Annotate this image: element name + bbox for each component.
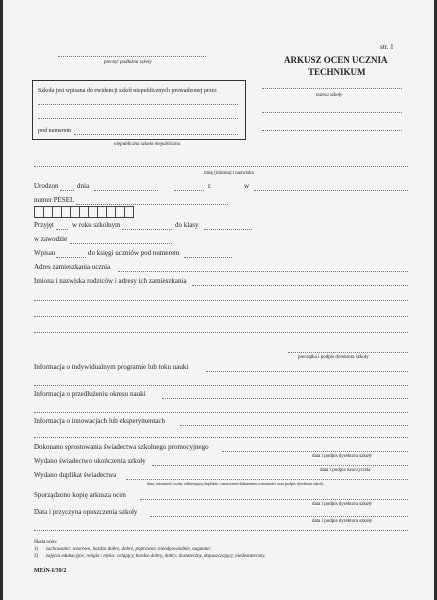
birthplace-line [254,190,408,191]
innovations-line-1 [180,425,408,426]
leaving-line [150,516,408,517]
grading-item1-number: 1) [34,547,39,552]
class-line [204,229,252,230]
form-code: MEiN-I/39/2 [34,568,67,574]
to-class-label: do klasy [175,221,199,229]
registry-number-text: do księgi uczniów pod numerem [88,249,180,257]
extension-label: Informacja o przedłużeniu okresu nauki [34,390,146,398]
grading-item2: zajęcia edukacyjne, religia / etyka: celujący, bardzo dobry, dobry, dostateczny, dopuszczający, niedostateczny. [46,554,266,559]
copy-label: Sporządzono kopię arkusza ocen [34,491,126,499]
school-year-line [122,229,172,230]
director-signature-line [288,352,408,353]
address-line [118,271,408,272]
school-name-line-3 [262,130,402,131]
leaving-line-2 [34,530,408,531]
parents-line-2 [34,300,408,301]
birth-day-line [94,190,158,191]
admitted-suffix-line [56,229,68,230]
leaving-caption: data i podpis dyrektora szkoły [312,519,373,524]
duplicate-line [126,479,408,480]
admitted-label: Przyjęt [34,221,54,229]
copy-line [140,499,408,500]
entry-label: Wpisan [34,249,56,257]
student-name-caption: imię (imiona) i nazwisko [204,171,255,176]
birthplace-label: w [244,182,250,190]
school-name-caption: nazwa szkoły [316,93,343,98]
birth-year-line [174,190,204,191]
duplicate-caption: data, tożsamość osoby odbierającej duplikat i oznaczenie dokumentu tożsamości oraz podpis dyrektora szkoły [147,481,324,486]
student-name-line [34,166,408,167]
stamp-caption: pieczęć podłużna szkoły [104,60,152,65]
entry-suffix-line [56,257,86,258]
graduation-label: Wydano świadectwo ukończenia szkoły [34,457,146,465]
profession-label: w zawodzie [34,235,68,243]
registry-line-1 [38,104,238,105]
stamp-line [58,56,206,57]
registry-line-2 [38,118,238,119]
scan-edge-left [0,0,3,600]
pesel-label: numer PESEL [34,196,75,204]
form-title: ARKUSZ OCEN UCZNIA [284,55,388,65]
grading-scale-title: Skala ocen: [34,540,58,545]
school-name-line-2 [262,112,402,113]
parents-line-3 [34,316,408,317]
registry-text: Szkoła jest wpisana do ewidencji szkół niepublicznych prowadzonej przez [38,88,217,94]
individual-program-label: Informacja o indywidualnym programie lub toku nauki [34,363,189,371]
born-suffix-line [60,190,74,191]
registry-number-label: pod numerem [38,128,72,134]
born-label: Urodzon [34,182,59,190]
leaving-label: Data i przyczyna opuszczenia szkoły [34,508,138,516]
pesel-line [76,204,228,205]
grading-item1: zachowanie: wzorowe, bardzo dobre, dobre, poprawne, nieodpowiednie, naganne; [46,547,212,552]
profession-line [70,243,172,244]
extension-line-2 [34,412,408,413]
correction-line [222,451,408,452]
school-year-label: w roku szkolnym [72,221,121,229]
parents-line-4 [34,332,408,333]
book-number-line [184,257,232,258]
innovations-label: Informacja o innowacjach lub eksperymentach [34,417,166,425]
form-subtitle: TECHNIKUM [308,67,366,77]
parents-line-1 [192,285,408,286]
year-label: r. [208,182,212,190]
registry-caption: niepubliczna szkoła niepubliczna [114,142,181,147]
correction-caption: data i podpis dyrektora szkoły [312,454,373,459]
parents-label: Imiona i nazwiska rodziców i adresy ich zamieszkania [34,277,187,285]
registry-number-line [74,134,238,135]
copy-caption: data i podpis dyrektora szkoły [312,502,373,507]
duplicate-label: Wydano duplikat świadectwa [34,471,117,479]
school-name-line [262,88,402,89]
individual-program-line-2 [34,385,408,386]
individual-program-line-1 [206,371,408,372]
extension-line-1 [162,398,408,399]
day-label: dnia [77,182,90,190]
correction-label: Dokonano sprostowania świadectwa szkolnego promocyjnego [34,443,209,451]
address-label: Adres zamieszkania ucznia [34,263,111,271]
innovations-line-2 [34,437,408,438]
grading-item2-number: 2) [34,554,39,559]
director-signature-caption: pieczątka i podpis dyrektora szkoły [298,355,369,360]
page-number: str. 1 [380,43,394,51]
pesel-boxes[interactable] [34,206,142,218]
graduation-caption: data i podpis nauczyciela [320,468,371,473]
graduation-line [152,465,408,466]
